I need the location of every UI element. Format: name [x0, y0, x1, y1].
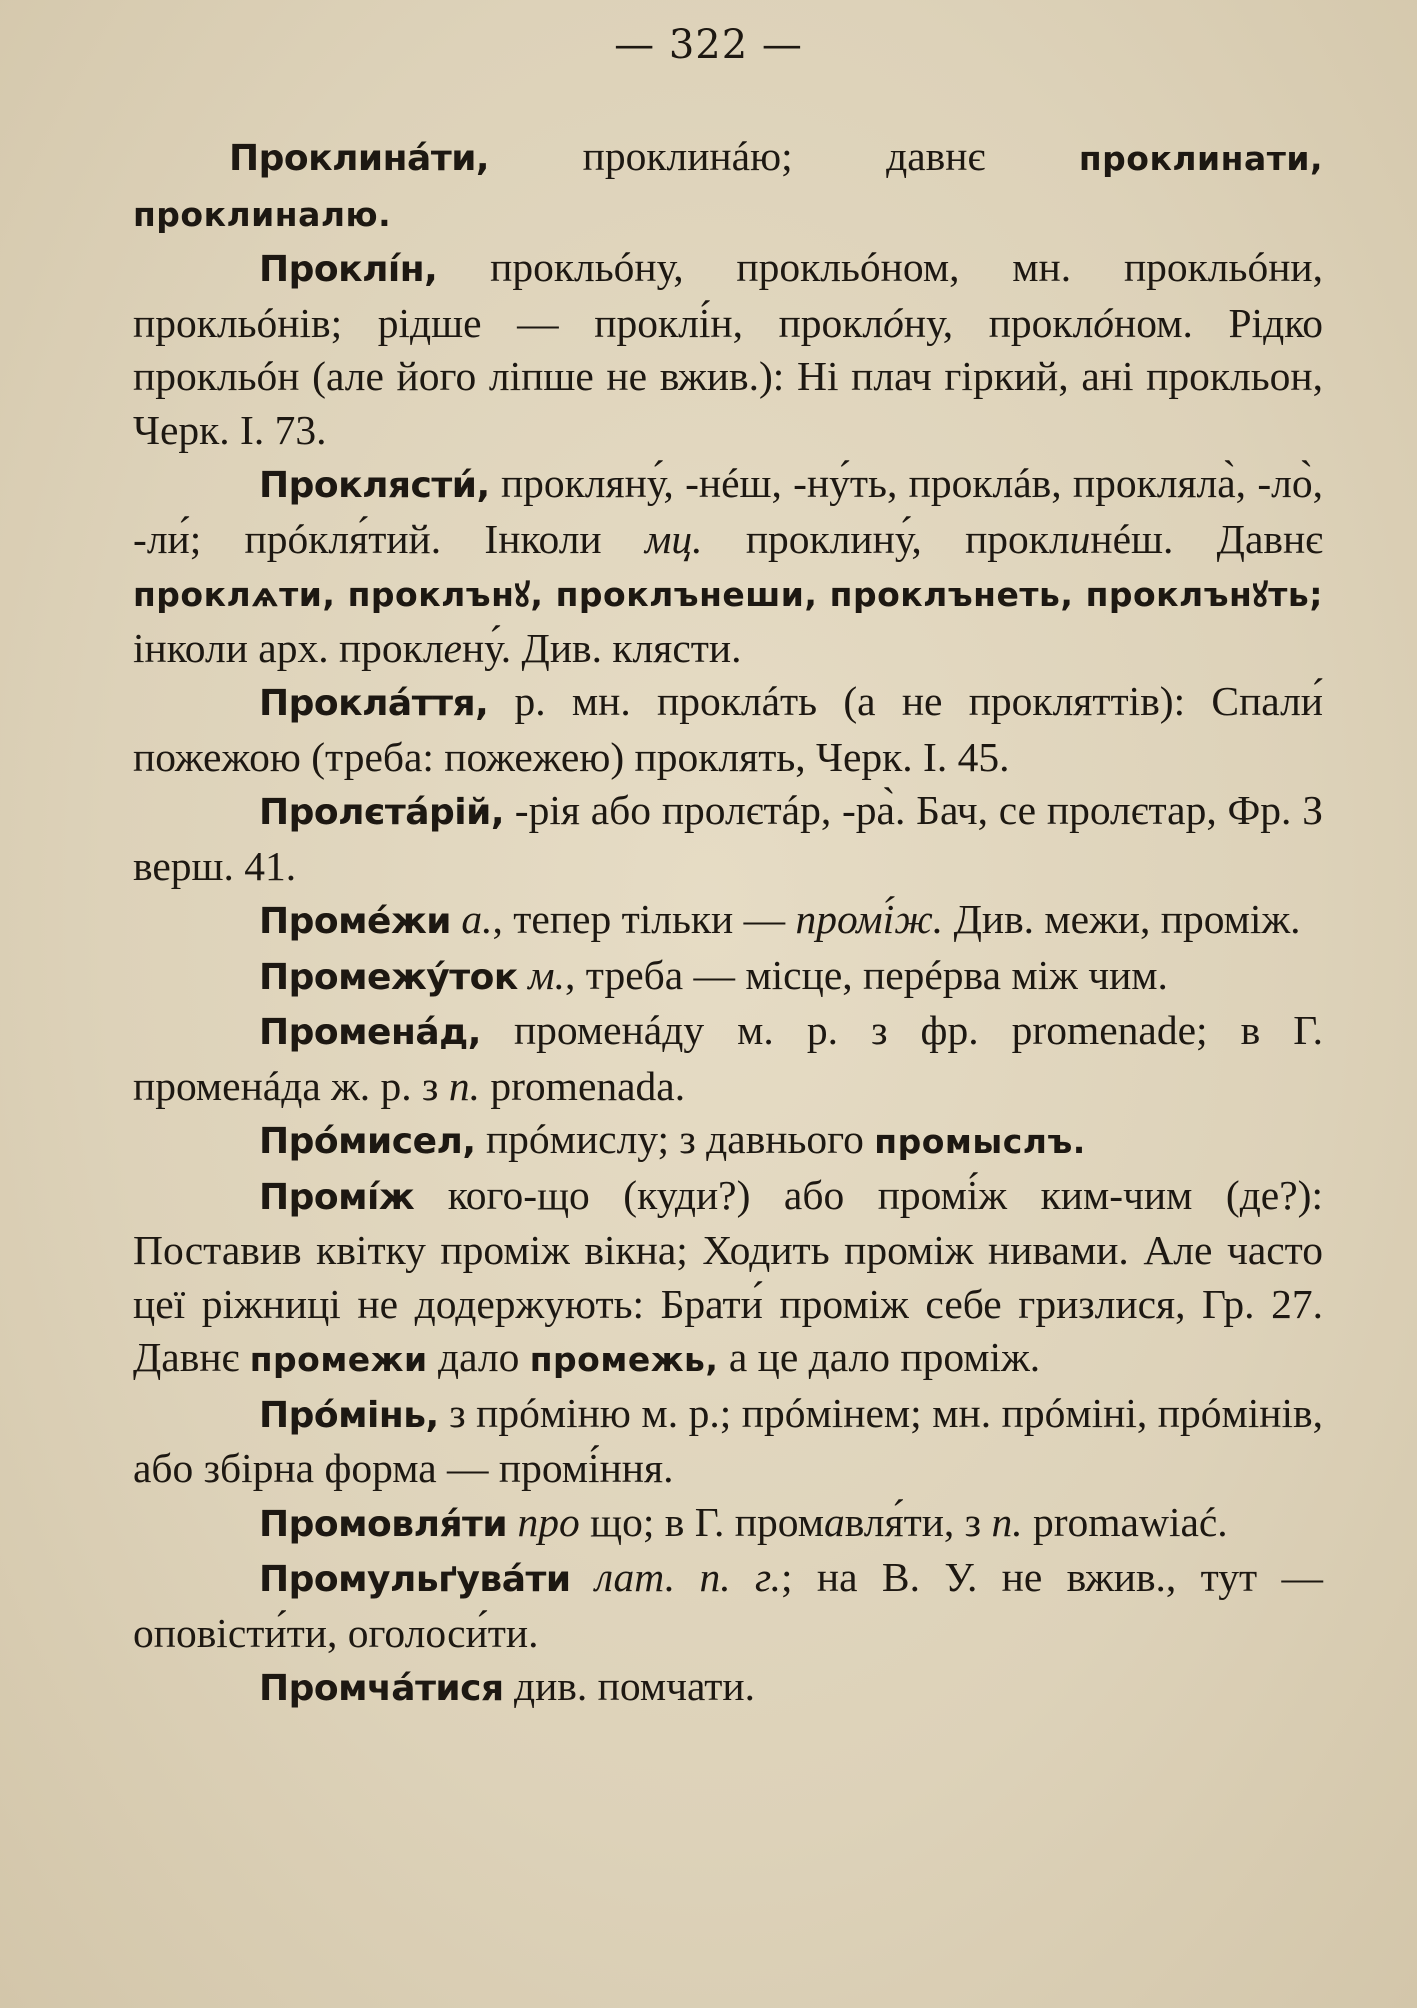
headword: Прóмисел, [259, 1121, 476, 1162]
italic-letter: е [443, 624, 462, 671]
headword: Прóмінь, [259, 1394, 439, 1436]
entry-text: , тепер тільки — [492, 896, 796, 942]
italic-abbrev: п. [448, 1062, 480, 1109]
entry-text: -рія або пролєтáр, -ра̀. Бач, се пролєтар, Фр. З верш. 41. [133, 787, 1323, 889]
entry-text: promenada. [479, 1062, 686, 1109]
entry-promenad [133, 1004, 1323, 1113]
entry-proletariy [133, 784, 1323, 893]
italic-abbrev: лат. п. г. [570, 1554, 782, 1600]
entry-text: прокльóну, прокльóном, мн. прокльóни, прокльóнів; рідше — проклі́н, прокл [133, 244, 1323, 346]
headword: Промчáтися [259, 1668, 504, 1709]
headword: Проклі́н, [259, 249, 438, 290]
italic-abbrev: п. [991, 1498, 1023, 1545]
italic-word: промі́ж. [795, 896, 944, 942]
old-form: проклинати, проклиналю. [133, 139, 1323, 234]
entry-proklyattya [133, 675, 1323, 784]
headword: Промежу́ток [259, 956, 518, 998]
italic-letter: и [1069, 515, 1091, 562]
headword: Променáд, [259, 1012, 481, 1053]
italic-abbrev: м. [517, 951, 566, 998]
entry-text: що; в Г. пром [579, 1498, 824, 1545]
entry-text: Див. межи, проміж. [943, 896, 1301, 942]
headword: Промéжи [259, 901, 452, 942]
headword: Проклáття, [259, 683, 489, 724]
entry-text: прокляну́, -нéш, -ну́ть, проклáв, прокляла̀, -ло̀, -ли́; прóкля́тий. Інколи [133, 460, 1323, 562]
italic-letter: ó [883, 299, 904, 346]
old-form: промыслъ. [874, 1122, 1086, 1161]
entry-text: ну́. Див. клясти. [461, 624, 742, 671]
italic-letter: ó [1093, 299, 1115, 346]
entry-text: вля́ти, з [844, 1498, 992, 1545]
entry-text: нéш. Давнє [1090, 515, 1323, 562]
entry-text: а це дало проміж. [718, 1334, 1041, 1380]
entry-promovlyaty [133, 1496, 1323, 1552]
entry-text: проклинáю; давнє [489, 133, 1079, 179]
entry-promezhy [133, 893, 1323, 949]
entry-text: з прóміню м. р.; прóмінем; мн. прóміні, прóмінів, або збірна форма — промі́ння. [133, 1389, 1323, 1491]
entry-proklynaty [133, 130, 1323, 241]
entry-text: інколи арх. прокл [133, 624, 444, 671]
italic-word: про [507, 1498, 580, 1545]
entry-promysel [133, 1113, 1323, 1169]
headword: Промульґувáти [259, 1559, 571, 1600]
headword: Промовля́ти [259, 1503, 508, 1545]
entry-promulguvaty [133, 1551, 1323, 1660]
entry-text: див. помчати. [503, 1663, 756, 1709]
old-form: проклѧти, проклънꙋ, проклънеши, проклънеть, проклънꙋть; [133, 575, 1323, 614]
entry-proklin [133, 241, 1323, 457]
entry-promchatysya [133, 1660, 1323, 1716]
entry-text: кого-що (куди?) або промі́ж ким-чим (де?): Поставив квітку проміж вікна; Ходить проміж нивами. Але часто цеї ріжниці не додержують: Брати́ проміж себе гризлися, Гр. 27. Давнє [133, 1171, 1323, 1380]
entry-text: проклину́, прокл [702, 515, 1070, 562]
italic-abbrev: мц. [644, 515, 703, 562]
italic-abbrev: а. [451, 896, 493, 942]
entry-text: promawiać. [1022, 1498, 1228, 1545]
headword: Пролєтáрій, [259, 792, 505, 833]
entry-text: , треба — місце, перéрва між чим. [565, 951, 1168, 998]
entry-promizh [133, 1169, 1323, 1387]
old-form: промежи [249, 1340, 428, 1379]
headword: Проклинáти, [229, 138, 490, 179]
entries-text [133, 130, 1323, 1716]
entry-text: ном. Рідко прокльóн (але його ліпше не вжив.): Ні плач гіркий, ані прокльон, Черк. І. 73. [133, 299, 1324, 453]
old-form: промежь, [529, 1340, 719, 1379]
headword: Промі́ж [259, 1176, 415, 1218]
entry-text: ну, прокл [903, 299, 1094, 346]
page-number: — 322 — [614, 22, 803, 68]
entry-text: променáду м. р. з фр. promenade; в Г. променáда ж. р. з [133, 1007, 1323, 1109]
headword: Проклясти́, [259, 465, 490, 506]
italic-letter: а [823, 1498, 845, 1545]
entry-text: ; на В. У. не вжив., тут — оповісти́ти, оголоси́ти. [133, 1554, 1323, 1656]
entry-proklyasty [133, 457, 1323, 675]
entry-text: дало [427, 1334, 530, 1380]
entry-promizhutok [133, 949, 1323, 1005]
entry-text: р. мн. проклáть (а не прокляттів): Спали́ пожежою (треба: пожежею) проклять, Черк. І. 45. [133, 678, 1323, 780]
entry-text: прóмислу; з давнього [475, 1116, 875, 1162]
entry-promin [133, 1387, 1323, 1496]
